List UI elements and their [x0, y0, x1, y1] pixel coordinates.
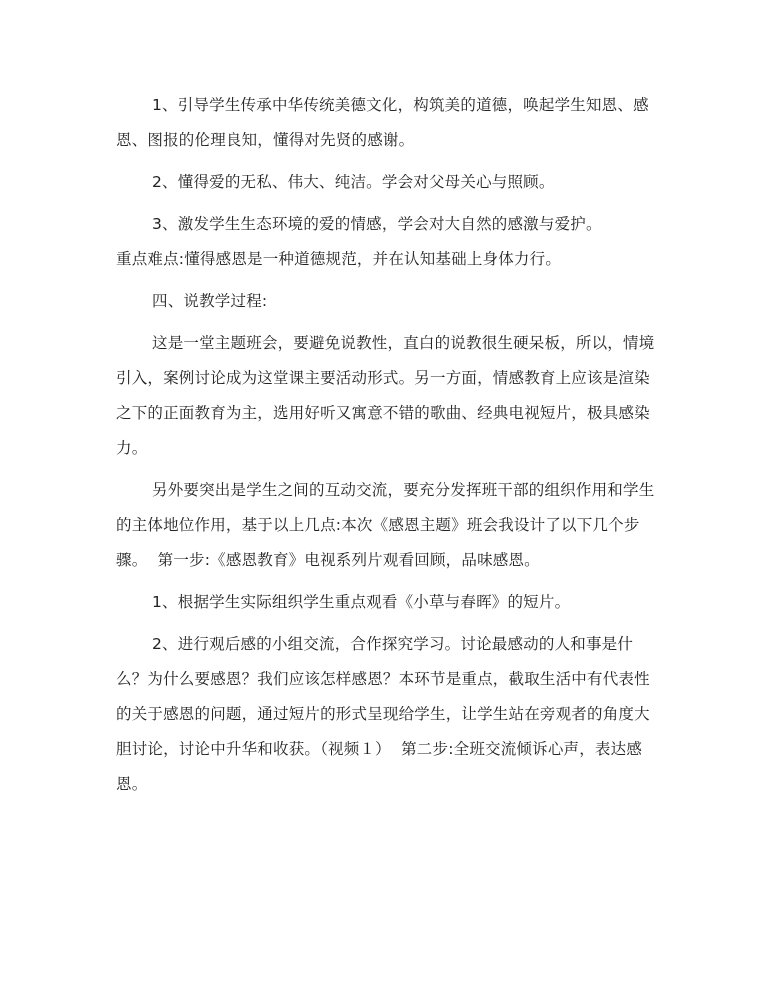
key-difficulty-paragraph: 重点难点:懂得感恩是一种道德规范，并在认知基础上身体力行。	[116, 250, 562, 268]
objective-1-paragraph: 1、引导学生传承中华传统美德文化，构筑美的道德，唤起学生知恩、感恩、图报的伦理良知，懂得对先贤的感谢。	[116, 96, 649, 149]
interaction-paragraph: 另外要突出是学生之间的互动交流，要充分发挥班干部的组织作用和学生的主体地位作用，基于以上几点:本次《感恩主题》班会我设计了以下几个步骤。 第一步:《感恩教育》电视系列片观看回顾，品味感恩。	[116, 481, 655, 569]
objective-2-paragraph: 2、懂得爱的无私、伟大、纯洁。学会对父母关心与照顾。	[152, 173, 555, 191]
document-body	[116, 88, 656, 802]
teaching-process-paragraph: 这是一堂主题班会，要避免说教性，直白的说教很生硬呆板，所以，情境引入，案例讨论成为这堂课主要活动形式。另一方面，情感教育上应该是渲染之下的正面教育为主，选用好听又寓意不错的歌曲、经典电视短片，极具感染力。	[116, 334, 655, 457]
section-heading: 四、说教学过程:	[152, 292, 268, 310]
step-1-item-1-paragraph: 1、根据学生实际组织学生重点观看《小草与春晖》的短片。	[152, 593, 571, 611]
objective-3-paragraph: 3、激发学生生态环境的爱的情感，学会对大自然的感激与爱护。	[152, 215, 602, 233]
step-1-item-2-paragraph: 2、进行观后感的小组交流，合作探究学习。讨论最感动的人和事是什么？为什么要感恩？我们应该怎样感恩？本环节是重点，截取生活中有代表性的关于感恩的问题，通过短片的形式呈现给学生，让学生站在旁观者的角度大胆讨论，讨论中升华和收获。（视频１） 第二步:全班交流倾诉心声，表达感恩。	[116, 635, 650, 793]
